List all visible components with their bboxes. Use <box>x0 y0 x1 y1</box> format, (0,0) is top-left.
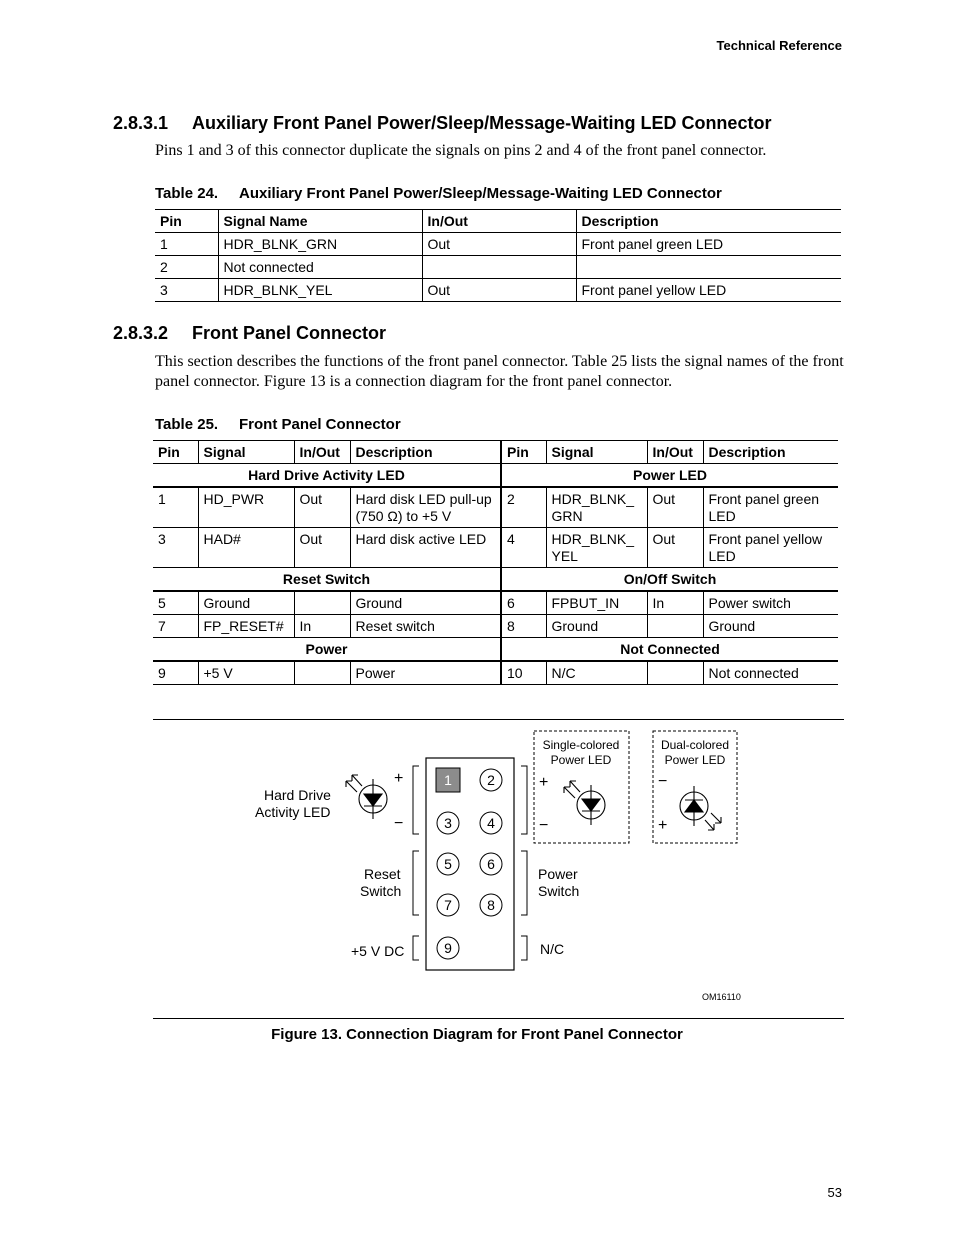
bracket-power-led <box>521 766 527 834</box>
cell: 3 <box>153 528 198 568</box>
figure-caption: Figure 13. Connection Diagram for Front Panel Connector <box>271 1026 683 1043</box>
pin-label: 7 <box>444 897 452 913</box>
group-heading: Not Connected <box>501 638 838 662</box>
figure-bottom-rule <box>153 1018 844 1019</box>
cell: FPBUT_IN <box>546 591 647 615</box>
pin-label: 2 <box>487 772 495 788</box>
dual-led-label: Dual-colored <box>660 738 730 752</box>
section-title: Auxiliary Front Panel Power/Sleep/Message-Waiting LED Connector <box>192 113 772 133</box>
col-header: Description <box>576 210 841 233</box>
col-header: Signal <box>546 441 647 464</box>
led-icon <box>346 775 387 819</box>
cell: HDR_BLNK_ YEL <box>546 528 647 568</box>
cell: Ground <box>350 591 501 615</box>
group-heading: On/Off Switch <box>501 568 838 592</box>
plus-sign: + <box>539 774 549 791</box>
cell: Out <box>647 528 703 568</box>
cell: HDR_BLNK_YEL <box>218 279 422 302</box>
cell: In <box>294 615 350 638</box>
col-header: Description <box>350 441 501 464</box>
hdd-led-label: Activity LED <box>255 804 331 820</box>
cell: FP_RESET# <box>198 615 294 638</box>
single-led-label: Single-colored <box>542 738 620 752</box>
reset-switch-label: Switch <box>360 883 402 899</box>
cell: Hard disk LED pull-up (750 Ω) to +5 V <box>350 487 501 528</box>
cell: 2 <box>501 487 546 528</box>
col-header: Pin <box>501 441 546 464</box>
cell: 3 <box>160 282 168 298</box>
page-number: 53 <box>827 1185 842 1200</box>
cell: 6 <box>501 591 546 615</box>
group-heading: Reset Switch <box>153 568 501 592</box>
col-header: In/Out <box>422 210 576 233</box>
section-title: Front Panel Connector <box>192 323 387 343</box>
cell: Front panel green LED <box>703 487 838 528</box>
cell: Reset switch <box>350 615 501 638</box>
plus-sign: + <box>658 817 668 834</box>
plus-sign: + <box>394 770 404 787</box>
col-header: In/Out <box>294 441 350 464</box>
cell: N/C <box>546 661 647 685</box>
col-header: In/Out <box>647 441 703 464</box>
power-switch-label: Power <box>538 866 578 882</box>
table-caption-text: Auxiliary Front Panel Power/Sleep/Message-Waiting LED Connector <box>239 185 722 202</box>
cell: Power switch <box>703 591 838 615</box>
cell: 8 <box>501 615 546 638</box>
cell: 4 <box>501 528 546 568</box>
pin-label: 8 <box>487 897 495 913</box>
cell: Out <box>647 487 703 528</box>
cell: 2 <box>160 259 168 275</box>
group-heading: Power LED <box>501 464 838 488</box>
nc-label: N/C <box>540 941 565 957</box>
5v-dc-label: +5 V DC <box>351 943 405 959</box>
cell: 10 <box>501 661 546 685</box>
col-header: Pin <box>160 213 182 229</box>
cell: Power <box>350 661 501 685</box>
figure-code: OM16110 <box>702 992 741 1002</box>
group-heading: Hard Drive Activity LED <box>153 464 501 488</box>
bracket-nc <box>521 936 527 960</box>
cell: 5 <box>153 591 198 615</box>
col-header: Signal <box>198 441 294 464</box>
cell: Out <box>422 279 576 302</box>
cell: 1 <box>160 236 168 252</box>
cell: Out <box>422 233 576 256</box>
cell: HAD# <box>198 528 294 568</box>
table-caption-text: Front Panel Connector <box>239 416 401 433</box>
section-number: 2.8.3.1 <box>113 113 169 133</box>
reset-switch-label: Reset <box>364 866 401 882</box>
col-header: Description <box>703 441 838 464</box>
cell: 7 <box>153 615 198 638</box>
minus-sign: − <box>658 773 668 790</box>
col-header: Signal Name <box>218 210 422 233</box>
cell: Ground <box>546 615 647 638</box>
cell: Out <box>294 528 350 568</box>
cell: Ground <box>703 615 838 638</box>
cell: Front panel yellow LED <box>703 528 838 568</box>
pin-label: 4 <box>487 815 495 831</box>
cell: 1 <box>153 487 198 528</box>
cell: 9 <box>153 661 198 685</box>
bracket-power-switch <box>521 851 527 915</box>
cell: Front panel yellow LED <box>576 279 841 302</box>
led-icon <box>564 781 605 825</box>
hdd-led-label: Hard Drive <box>264 787 331 803</box>
pin-label: 6 <box>487 856 495 872</box>
cell: Not connected <box>218 256 422 279</box>
single-led-label: Power LED <box>550 753 612 767</box>
cell: HDR_BLNK_ GRN <box>546 487 647 528</box>
pin-label: 5 <box>444 856 452 872</box>
dual-led-label: Power LED <box>664 753 726 767</box>
table-number: Table 24. <box>155 185 219 202</box>
running-header: Technical Reference <box>716 38 842 53</box>
bracket-reset <box>413 851 419 915</box>
section-number: 2.8.3.2 <box>113 323 169 343</box>
cell: HDR_BLNK_GRN <box>218 233 422 256</box>
col-header: Pin <box>153 441 198 464</box>
minus-sign: − <box>394 815 404 832</box>
minus-sign: − <box>539 817 549 834</box>
section-paragraph: Pins 1 and 3 of this connector duplicate the signals on pins 2 and 4 of the front panel connector. <box>155 142 767 159</box>
power-switch-label: Switch <box>538 883 580 899</box>
table-number: Table 25. <box>155 416 219 433</box>
cell: Not connected <box>703 661 838 685</box>
led-icon <box>680 786 721 830</box>
group-heading: Power <box>153 638 501 662</box>
section-paragraph: This section describes the functions of the front panel connector. Table 25 lists the signal names of the front panel connector. Figure 13 is a connection diagram for the front panel connector. <box>155 353 844 390</box>
bracket-hdd <box>413 766 419 834</box>
cell: Out <box>294 487 350 528</box>
pin-label: 1 <box>444 772 452 788</box>
pin-label: 9 <box>444 940 452 956</box>
cell: Ground <box>198 591 294 615</box>
pin-label: 3 <box>444 815 452 831</box>
bracket-5v <box>413 936 419 960</box>
cell: Hard disk active LED <box>350 528 501 568</box>
cell: HD_PWR <box>198 487 294 528</box>
cell: In <box>647 591 703 615</box>
cell: +5 V <box>198 661 294 685</box>
cell: Front panel green LED <box>576 233 841 256</box>
